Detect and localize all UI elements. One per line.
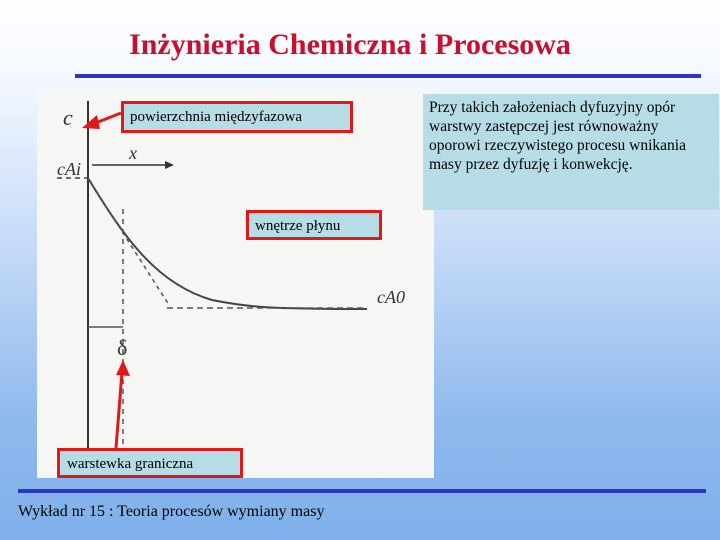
diagram-panel <box>37 89 434 478</box>
interface-concentration-text: cAi <box>57 159 81 179</box>
layer-callout-label: warstewka graniczna <box>67 456 194 472</box>
film-linear-approximation <box>88 178 169 305</box>
bulk-callout-label: wnętrze płynu <box>255 218 341 234</box>
interface-callout-label: powierzchnia międzyfazowa <box>130 109 302 125</box>
x-arrow-head <box>165 161 174 169</box>
title-divider <box>75 74 701 78</box>
interface-concentration-label <box>57 159 81 179</box>
interface-callout <box>121 101 353 133</box>
bulk-concentration-label <box>377 287 405 307</box>
bulk-callout <box>246 210 382 240</box>
y-axis-label: c <box>63 105 73 130</box>
explanation-note: Przy takich założeniach dyfuzyjny opór warstwy zastępczej jest równoważny oporowi rzeczywistego procesu wnikania masy przez dyfuzję i konwekcję. <box>423 94 719 210</box>
layer-callout <box>57 448 243 478</box>
bulk-concentration-text: cA0 <box>377 287 405 307</box>
delta-label: δ <box>117 335 128 360</box>
x-label: x <box>129 143 137 163</box>
slide-footer: Wykład nr 15 : Teoria procesów wymiany masy <box>18 503 325 520</box>
concentration-profile-diagram <box>37 89 434 478</box>
concentration-profile-curve <box>88 178 367 309</box>
footer-divider <box>18 489 706 493</box>
slide-title: Inżynieria Chemiczna i Procesowa <box>129 28 571 61</box>
